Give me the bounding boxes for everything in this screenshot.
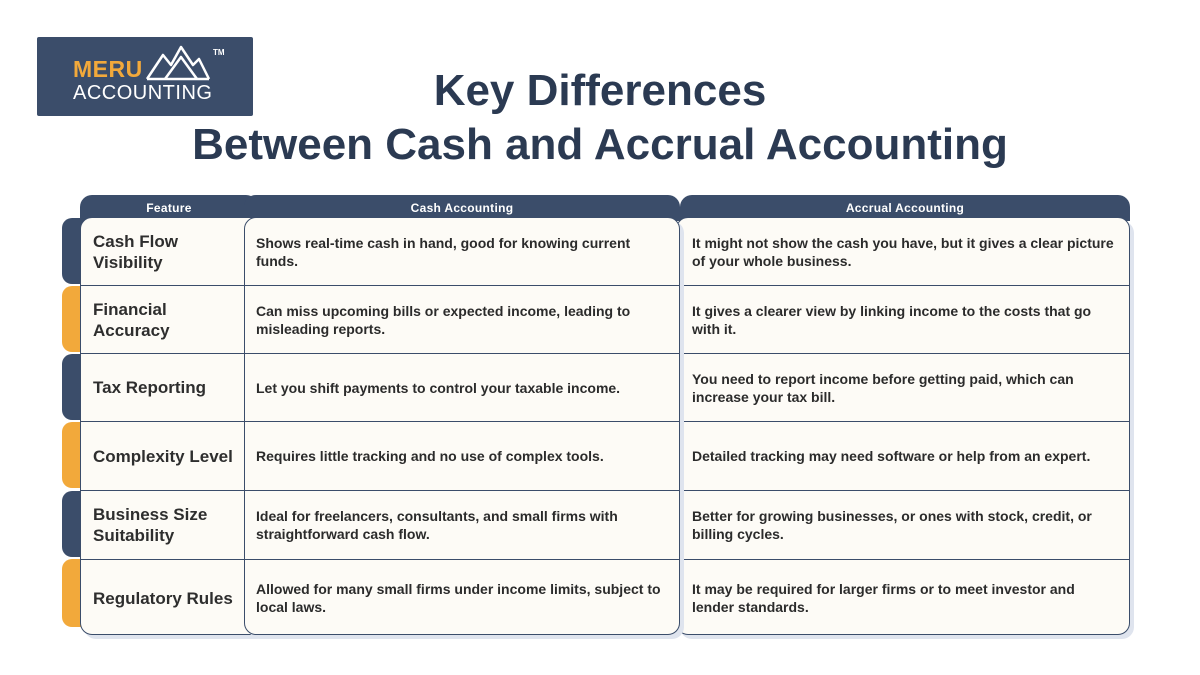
title-line-2: Between Cash and Accrual Accounting <box>192 120 1008 169</box>
table-row <box>81 422 263 491</box>
feature-label: Cash Flow Visibility <box>93 231 179 272</box>
table-row <box>245 354 679 422</box>
cash-cell: Allowed for many small firms under income limits, subject to local laws. <box>256 581 661 615</box>
feature-label: Regulatory Rules <box>93 588 233 608</box>
table-row <box>81 286 263 354</box>
accrual-cell: It gives a clearer view by linking income to the costs that go with it. <box>692 302 1092 337</box>
logo-trademark: TM <box>213 48 225 57</box>
feature-column <box>80 217 264 635</box>
table-row <box>245 218 679 286</box>
cash-cell: Let you shift payments to control your taxable income. <box>256 379 621 396</box>
table-row <box>81 354 263 422</box>
feature-label: Financial Accuracy <box>93 299 170 340</box>
table-row <box>81 491 263 560</box>
feature-label: Tax Reporting <box>93 378 207 397</box>
accrual-cell: It may be required for larger firms or to meet investor and lender standards. <box>692 581 1075 615</box>
feature-label: Complexity Level <box>93 446 233 466</box>
logo-brand-text: MERU <box>73 56 143 82</box>
table-row <box>245 560 679 635</box>
table-row <box>81 218 263 286</box>
accrual-cell: You need to report income before getting paid, which can increase your tax bill. <box>692 370 1074 405</box>
cash-cell: Shows real-time cash in hand, good for knowing current funds. <box>256 234 631 269</box>
table-row <box>677 354 1129 422</box>
cash-cell: Requires little tracking and no use of complex tools. <box>256 448 604 464</box>
cash-cell: Can miss upcoming bills or expected income, leading to misleading reports. <box>256 302 631 337</box>
accrual-accounting-column <box>676 217 1130 635</box>
cash-cell: Ideal for freelancers, consultants, and small firms with straightforward cash flow. <box>256 508 618 542</box>
table-row <box>677 560 1129 635</box>
accrual-cell: Detailed tracking may need software or help from an expert. <box>692 448 1091 464</box>
cash-accounting-column <box>244 217 680 635</box>
comparison-table <box>62 195 1138 635</box>
table-row <box>677 286 1129 354</box>
title-line-1: Key Differences <box>433 66 767 115</box>
table-row <box>245 422 679 491</box>
table-row <box>677 422 1129 491</box>
accrual-cell: It might not show the cash you have, but it gives a clear picture of your whole business. <box>692 234 1114 269</box>
header-feature: Feature <box>80 195 258 221</box>
header-cash-accounting: Cash Accounting <box>244 195 680 221</box>
accrual-cell: Better for growing businesses, or ones with stock, credit, or billing cycles. <box>692 508 1092 542</box>
feature-label: Business Size Suitability <box>93 505 208 545</box>
table-row <box>677 218 1129 286</box>
table-row <box>677 491 1129 560</box>
table-row <box>245 491 679 560</box>
table-row <box>245 286 679 354</box>
logo-sub-text: ACCOUNTING <box>73 82 213 104</box>
header-accrual-accounting: Accrual Accounting <box>680 195 1130 221</box>
page-title <box>0 64 1200 172</box>
table-row <box>81 560 263 635</box>
